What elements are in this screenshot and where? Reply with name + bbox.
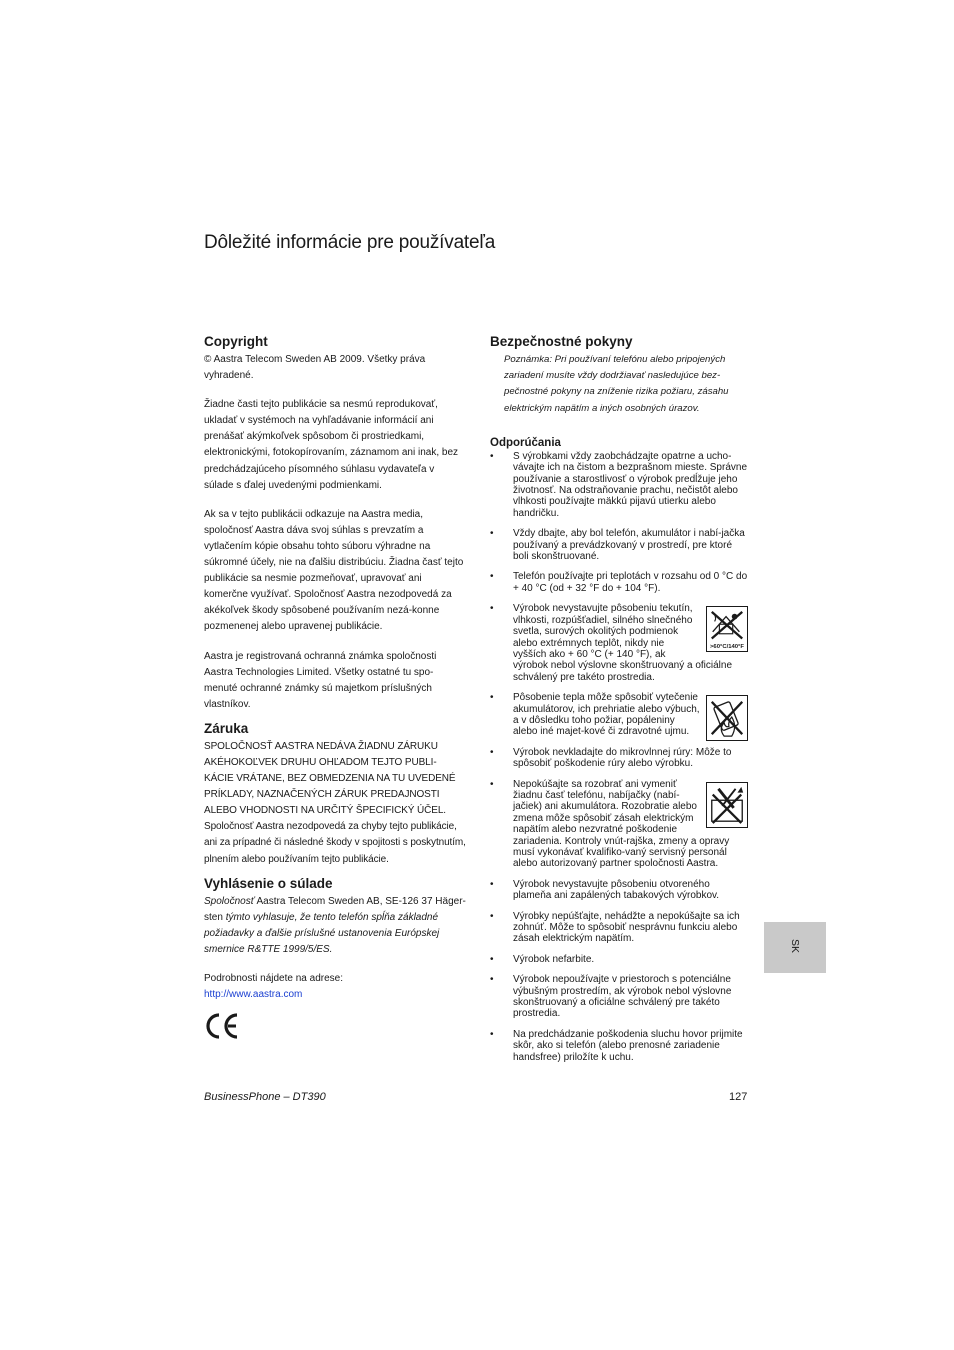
- copyright-heading: Copyright: [204, 334, 268, 349]
- details-label: Podrobnosti nájdete na adrese:: [204, 973, 343, 984]
- conformity-company: Aastra Telecom Sweden AB, SE-126 37 Häger-sten: [204, 895, 466, 923]
- list-item: • Výrobok nevkladajte do mikrovlnnej rúry: Môže to spôsobiť poškodenie rúry alebo výrobku.: [490, 747, 750, 770]
- list-item-text: Výrobok nevystavujte pôsobeniu tekutín, vlhkosti, rozpúšťadiel, silného slnečného svetla, surových okolitých podmienok alebo extrémnych teplôt, nikdy nie vyšších ako + 60 °C (+ 140 °F), ak výrobok nebol výslovne skonštruovaný a oficiálne schválený pre takéto prostredia.: [513, 603, 733, 683]
- list-item: • Výrobok nevystavujte pôsobeniu otvoreného plameňa ani zapálených tabakových výrobkov.: [490, 879, 750, 902]
- safety-note: Poznámka: Pri používaní telefónu alebo pripojených zariadení musíte vždy dodržiavať nasledujúce bez-pečnostné pokyny na zníženie rizika požiaru, zásahu elektrickým napätím a iných osobných úrazov.: [504, 354, 729, 414]
- list-item-text: Pôsobenie tepla môže spôsobiť vytečenie akumulátorov, ich prehriatie alebo výbuch, a v dôsledku toho požiar, popáleniny alebo iné majet-kové či zdravotné ujmu.: [513, 692, 700, 738]
- list-item: • S výrobkami vždy zaobchádzajte opatrne a ucho-vávajte ich na čistom a bezprašnom mieste. Správne používanie a starostlivosť o výrobok predĺžuje jeho životnosť. Na odstraňovanie prachu, nečistôt alebo vlhkosti používajte mäkkú pijavú utierku alebo handričku.: [490, 451, 750, 519]
- list-item: • Výrobok nepoužívajte v priestoroch s potenciálne výbušným prostredím, ak výrobok nebol výslovne skonštruovaný a oficiálne schválený pre takéto prostredia.: [490, 974, 750, 1020]
- list-item: • Telefón používajte pri teplotách v rozsahu od 0 °C do + 40 °C (od + 32 °F do + 104 °F).: [490, 571, 750, 594]
- no-disassemble-warning-icon: [706, 782, 748, 828]
- no-fire-warning-icon: [706, 695, 748, 741]
- warranty-section: [204, 721, 466, 868]
- right-column: [490, 334, 750, 1072]
- no-liquid-heat-warning-icon: [706, 606, 748, 652]
- list-item: • Vždy dbajte, aby bol telefón, akumulátor i nabí-jačka používaný a prevádzkovaný v prostredí, pre ktoré boli skonštruované.: [490, 528, 750, 562]
- list-item-text: Nepokúšajte sa rozobrať ani vymeniť žiadnu časť telefónu, nabíjačky (nabí-jačiek) ani akumulátora. Rozobratie alebo zmena môže spôsobiť zásah elektrickým napätím alebo nezvratné poškodenie zariadenia. Kontroly vnút-rajška, zmeny a opravy musí vykonávať kvalifiko-vaný servisný personál alebo autorizovaný partner spoločnosti Aastra.: [513, 778, 730, 870]
- conformity-italic-1: Spoločnosť: [204, 895, 255, 907]
- list-item: [490, 603, 750, 683]
- aastra-link[interactable]: http://www.aastra.com: [204, 989, 303, 1001]
- page-title: Dôležité informácie pre používateľa: [204, 232, 496, 253]
- language-tab: [764, 922, 826, 973]
- list-item: [490, 779, 750, 870]
- recommendations-list: [490, 451, 750, 1063]
- copyright-paragraph-2: Žiadne časti tejto publikácie sa nesmú reprodukovať, ukladať v systémoch na vyhľadávanie informácií ani prenášať akýmkoľvek spôsobom či prostriedkami, elektronickými, fotokopírovaním, záznamom ani inak, bez predchádzajúceho písomného súhlasu vydavateľa v súlade s ďalej uvedenými podmienkami.: [204, 399, 458, 491]
- safety-heading: Bezpečnostné pokyny: [490, 334, 633, 349]
- list-item: • Na predchádzanie poškodenia sluchu hovor prijmite skôr, ako si telefón (alebo prenosné zariadenie handsfree) priložíte k uchu.: [490, 1029, 750, 1063]
- copyright-paragraph-3: Ak sa v tejto publikácii odkazuje na Aastra media, spoločnosť Aastra dáva svoj súhlas s prevzatím a vytlačením kópie obsahu tohto súboru výhradne na súkromné účely, nie na ďalšiu distribúciu. Žiadna časť tejto publikácie sa nesmie pozmeňovať, upravovať ani komerčne využívať. Spoločnosť Aastra nezodpovedá za akékoľvek škody spôsobené používaním nezá-konne pozmenenej alebo upravenej publikácie.: [204, 508, 464, 633]
- conformity-section: [204, 876, 466, 1042]
- list-item: • Výrobky nepúšťajte, nehádžte a nepokúšajte sa ich zohnúť. Môže to spôsobiť nesprávnu funkciu alebo zásah elektrickým napätím.: [490, 911, 750, 945]
- list-item: [490, 692, 750, 738]
- temperature-label: • >60°C/140°F: [709, 644, 745, 651]
- conformity-italic-2: týmto vyhlasuje, že tento telefón spĺňa základné požiadavky a ďalšie príslušné ustanovenia Európskej smernice R&TTE 1999/5/ES.: [204, 911, 440, 955]
- ce-mark-icon: [204, 1011, 240, 1041]
- language-tab-label: SK: [789, 938, 802, 954]
- recommendations-heading: Odporúčania: [490, 436, 561, 449]
- details-paragraph: [204, 971, 466, 1003]
- copyright-section: [204, 334, 466, 713]
- left-column: [204, 334, 466, 1041]
- copyright-paragraph-4: Aastra je registrovaná ochranná známka spoločnosti Aastra Technologies Limited. Všetky ostatné tu spo-menuté ochranné známky sú majetkom príslušných vlastníkov.: [204, 650, 437, 710]
- warranty-paragraph: SPOLOČNOSŤ AASTRA NEDÁVA ŽIADNU ZÁRUKU AKÉHOKOĽVEK DRUHU OHĽADOM TEJTO PUBLI-KÁCIE VRÁTANE, BEZ OBMEDZENIA NA TU UVEDENÉ PRÍKLADY, NAZNAČENÝCH ZÁRUK PREDAJNOSTI ALEBO VHODNOSTI NA URČITÝ ŠPECIFICKÝ ÚČEL. Spoločnosť Aastra nezodpovedá za chyby tejto publikácie, ani za prípadné či následné škody v spojitosti s poskytnutím, plnením alebo používaním tejto publikácie.: [204, 740, 466, 865]
- page-number: 127: [729, 1091, 748, 1103]
- footer-product: BusinessPhone – DT390: [204, 1091, 326, 1103]
- list-item: • Výrobok nefarbite.: [490, 954, 750, 965]
- conformity-paragraph: [204, 894, 466, 958]
- copyright-paragraph-1: © Aastra Telecom Sweden AB 2009. Všetky práva vyhradené.: [204, 354, 426, 382]
- warranty-heading: Záruka: [204, 720, 249, 736]
- conformity-heading: Vyhlásenie o súlade: [204, 875, 333, 891]
